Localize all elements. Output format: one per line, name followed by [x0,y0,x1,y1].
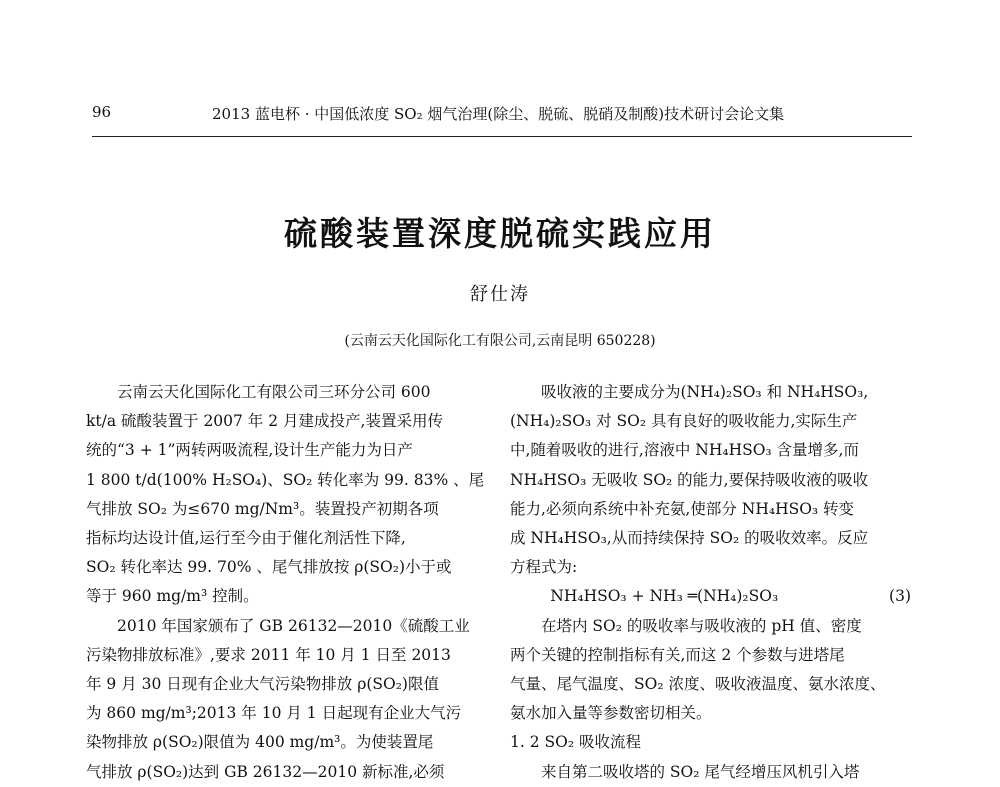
page-header [92,103,912,129]
right-line: 氨水加入量等参数密切相关。 [510,704,712,723]
left-line: 污染物排放标准》,要求 2011 年 10 月 1 日至 2013 [86,645,451,664]
right-line: 两个关键的控制指标有关,而这 2 个参数与进塔尾 [510,645,845,664]
right-line: 能力,必须向系统中补充氨,使部分 NH₄HSO₃ 转变 [510,499,855,518]
header-rule [92,136,912,137]
left-line: 统的“3 + 1”两转两吸流程,设计生产能力为日产 [86,441,413,460]
right-line: 来自第二吸收塔的 SO₂ 尾气经增压风机引入塔 [541,762,860,781]
article-author: 舒仕涛 [470,284,530,305]
left-line: 等于 960 mg/m³ 控制。 [86,587,259,606]
right-line: 气量、尾气温度、SO₂ 浓度、吸收液温度、氨水浓度、 [510,675,886,694]
right-line: NH₄HSO₃ 无吸收 SO₂ 的能力,要保持吸收液的吸收 [510,470,869,489]
left-line: 指标均达设计值,运行至今由于催化剂活性下降, [86,529,406,548]
equation-text: NH₄HSO₃ + NH₃ ═(NH₄)₂SO₃ [550,587,779,606]
right-line: 吸收液的主要成分为(NH₄)₂SO₃ 和 NH₄HSO₃, [541,383,869,401]
left-line: 1 800 t/d(100% H₂SO₄)、SO₂ 转化率为 99. 83% 、尾 [86,470,485,489]
equation-3 [510,582,915,611]
article-title: 硫酸装置深度脱硫实践应用 [284,214,716,253]
left-line: 气排放 SO₂ 为≤670 mg/Nm³。装置投产初期各项 [86,499,439,518]
left-column [86,378,491,787]
left-line: 年 9 月 30 日现有企业大气污染物排放 ρ(SO₂)限值 [86,675,439,694]
right-column [510,378,915,787]
left-line: 云南云天化国际化工有限公司三环分公司 600 [117,383,431,401]
equation-number: (3) [889,587,911,606]
section-heading-1-2: 1. 2 SO₂ 吸收流程 [510,733,641,752]
right-line: 在塔内 SO₂ 的吸收率与吸收液的 pH 值、密度 [541,616,862,635]
page-number: 96 [92,103,112,121]
left-line: 为 860 mg/m³;2013 年 10 月 1 日起现有企业大气污 [86,704,462,723]
right-line: (NH₄)₂SO₃ 对 SO₂ 具有良好的吸收能力,实际生产 [510,412,858,431]
left-line: 气排放 ρ(SO₂)达到 GB 26132—2010 新标准,必须 [86,762,445,781]
running-title: 2013 蓝电杯 · 中国低浓度 SO₂ 烟气治理(除尘、脱硫、脱硝及制酸)技术研讨会论文集 [212,105,785,123]
right-line: 成 NH₄HSO₃,从而持续保持 SO₂ 的吸收效率。反应 [510,529,869,548]
left-line: kt/a 硫酸装置于 2007 年 2 月建成投产,装置采用传 [86,412,443,431]
article-affiliation: (云南云天化国际化工有限公司,云南昆明 650228) [344,333,656,349]
left-line: 染物排放 ρ(SO₂)限值为 400 mg/m³。为使装置尾 [86,733,434,752]
left-line: SO₂ 转化率达 99. 70% 、尾气排放按 ρ(SO₂)小于或 [86,558,452,577]
right-line: 中,随着吸收的进行,溶液中 NH₄HSO₃ 含量增多,而 [510,441,859,460]
right-line: 方程式为: [510,558,578,577]
left-line: 2010 年国家颁布了 GB 26132—2010《硫酸工业 [117,616,470,635]
